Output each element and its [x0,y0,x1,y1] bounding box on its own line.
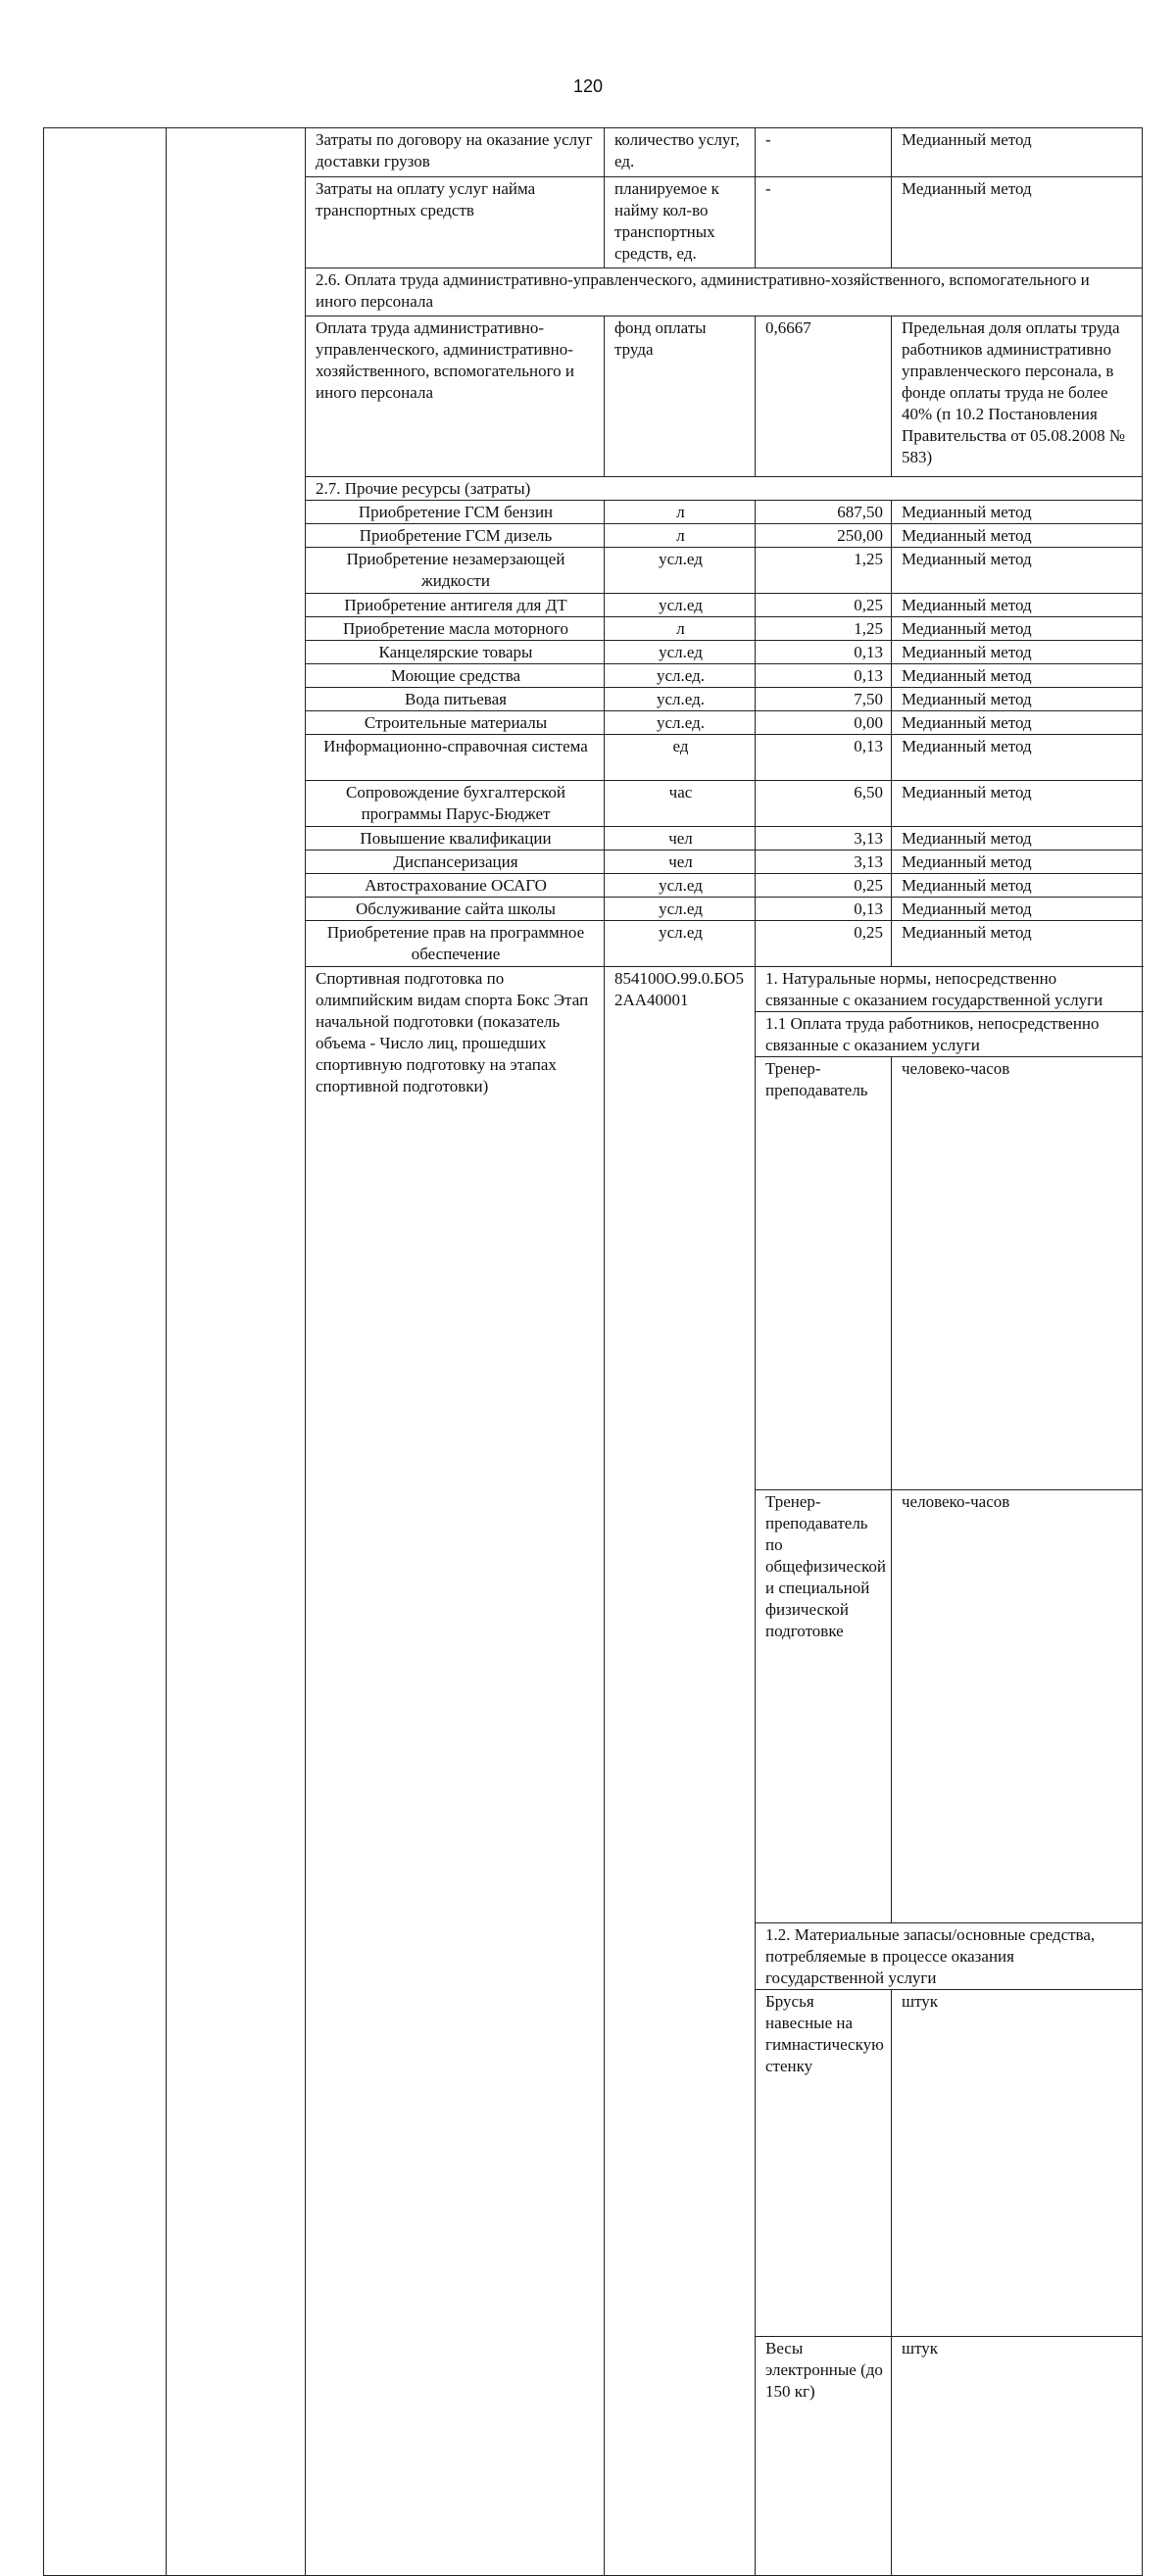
calculation-method: Медианный метод [892,128,1143,177]
service-code-cell: 854100О.99.0.БО52АА40001 [605,967,756,2576]
resource-unit: л [605,501,756,524]
resource-name: Строительные материалы [306,711,605,735]
resource-name: Затраты на оплату услуг найма транспортных средств [306,177,605,268]
resource-value: 0,25 [756,594,892,617]
resource-unit: чел [605,851,756,874]
section-title: 2.7. Прочие ресурсы (затраты) [306,477,1143,501]
resource-value: 1,25 [756,617,892,641]
resource-name: Затраты по договору на оказание услуг доставки грузов [306,128,605,177]
calculation-method: Медианный метод [892,641,1143,664]
resource-name: Приобретение масла моторного [306,617,605,641]
resource-name: Тренер-преподаватель по общефизической и специальной физической подготовке [756,1490,892,1923]
resource-unit: количество услуг, ед. [605,128,756,177]
calculation-method: Медианный метод [892,781,1143,827]
section-title: 1. Натуральные нормы, непосредственно связанные с оказанием государственной услуги [756,967,1143,1012]
resource-name: Оплата труда административно-управленческого, административно-хозяйственного, вспомогательного и иного персонала [306,316,605,477]
calculation-method: Медианный метод [892,827,1143,851]
resource-unit: усл.ед [605,874,756,898]
resource-value: 0,25 [756,921,892,967]
resource-unit: усл.ед. [605,711,756,735]
resource-value: 687,50 [756,501,892,524]
page-number: 120 [572,76,604,96]
resource-unit: усл.ед [605,921,756,967]
code-cell-empty [167,128,306,2576]
calculation-method: Предельная доля оплаты труда работников административно управленческого персонала, в фонде оплаты труда не более 40% (п 10.2 Постановления Правительства от 05.08.2008 № 583) [892,316,1143,477]
calculation-method: Медианный метод [892,898,1143,921]
calculation-method: Медианный метод [892,688,1143,711]
calculation-method: Медианный метод [892,617,1143,641]
resource-value: - [756,128,892,177]
resource-unit: усл.ед. [605,688,756,711]
resource-name: Повышение квалификации [306,827,605,851]
calculation-method: Медианный метод [892,921,1143,967]
resource-name: Автострахование ОСАГО [306,874,605,898]
resource-value: 250,00 [756,524,892,548]
calculation-method: Медианный метод [892,664,1143,688]
section-title: 1.1 Оплата труда работников, непосредственно связанные с оказанием услуги [756,1012,1143,1057]
resource-value: 0,25 [756,874,892,898]
calculation-method: Медианный метод [892,594,1143,617]
resource-unit: усл.ед [605,641,756,664]
resource-unit: штук [892,1990,1143,2337]
calculation-method: Медианный метод [892,851,1143,874]
table-row [44,128,1143,177]
resource-unit: чел [605,827,756,851]
resource-name: Приобретение незамерзающей жидкости [306,548,605,594]
resource-name: Канцелярские товары [306,641,605,664]
calculation-method: Медианный метод [892,548,1143,594]
resource-value: - [756,177,892,268]
resource-name: Приобретение ГСМ бензин [306,501,605,524]
service-name-cell: Спортивная подготовка по олимпийским видам спорта Бокс Этап начальной подготовки (показатель объема - Число лиц, прошедших спортивную подготовку на этапах спортивной подготовки) [306,967,605,2576]
resource-unit: человеко-часов [892,1490,1143,1923]
resource-value: 0,6667 [756,316,892,477]
resource-name: Диспансеризация [306,851,605,874]
resource-name: Весы электронные (до 150 кг) [756,2337,892,2576]
resource-value: 0,13 [756,641,892,664]
resource-unit: усл.ед [605,898,756,921]
resource-value: 0,13 [756,898,892,921]
calculation-method: Медианный метод [892,735,1143,781]
section-title: 2.6. Оплата труда административно-управленческого, административно-хозяйственного, вспомогательного и иного персонала [306,268,1143,316]
resource-name: Сопровождение бухгалтерской программы Парус-Бюджет [306,781,605,827]
resource-name: Моющие средства [306,664,605,688]
resource-unit: усл.ед [605,548,756,594]
resource-name: Обслуживание сайта школы [306,898,605,921]
resource-unit: усл.ед. [605,664,756,688]
resource-name: Приобретение антигеля для ДТ [306,594,605,617]
calculation-method: Медианный метод [892,177,1143,268]
calculation-method: Медианный метод [892,501,1143,524]
resource-name: Брусья навесные на гимнастическую стенку [756,1990,892,2337]
resource-value: 3,13 [756,827,892,851]
resource-value: 1,25 [756,548,892,594]
service-name-cell-empty [44,128,167,2576]
resource-unit: планируемое к найму кол-во транспортных средств, ед. [605,177,756,268]
resource-value: 3,13 [756,851,892,874]
resource-value: 0,13 [756,664,892,688]
resource-value: 7,50 [756,688,892,711]
resource-name: Вода питьевая [306,688,605,711]
resource-unit: л [605,524,756,548]
normative-costs-table [43,127,1143,2576]
resource-name: Информационно-справочная система [306,735,605,781]
resource-unit: час [605,781,756,827]
resource-name: Приобретение прав на программное обеспечение [306,921,605,967]
resource-value: 0,13 [756,735,892,781]
resource-value: 0,00 [756,711,892,735]
resource-unit: штук [892,2337,1143,2576]
resource-unit: ед [605,735,756,781]
calculation-method: Медианный метод [892,524,1143,548]
resource-unit: усл.ед [605,594,756,617]
resource-unit: фонд оплаты труда [605,316,756,477]
section-title: 1.2. Материальные запасы/основные средства, потребляемые в процессе оказания государственной услуги [756,1923,1143,1990]
resource-name: Приобретение ГСМ дизель [306,524,605,548]
resource-unit: л [605,617,756,641]
calculation-method: Медианный метод [892,711,1143,735]
resource-value: 6,50 [756,781,892,827]
calculation-method: Медианный метод [892,874,1143,898]
resource-unit: человеко-часов [892,1057,1143,1490]
resource-name: Тренер-преподаватель [756,1057,892,1490]
